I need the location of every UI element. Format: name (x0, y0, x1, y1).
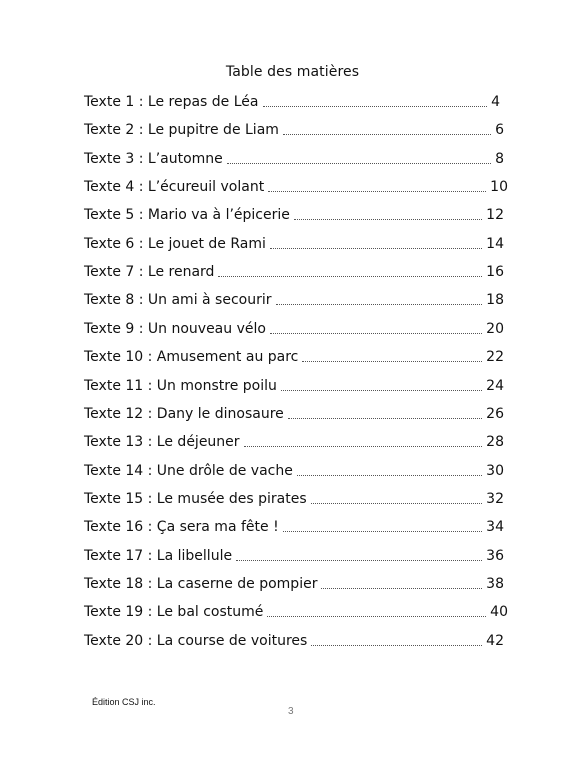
toc-dot-leader (270, 248, 482, 249)
toc-dot-leader (236, 560, 482, 561)
toc-entry (84, 177, 508, 197)
toc-entry (84, 404, 504, 424)
toc-entry-label: Texte 4 : L’écureuil volant (84, 179, 265, 196)
toc-dot-leader (283, 134, 491, 135)
toc-entry-page: 20 (486, 320, 504, 337)
toc-entry-label: Texte 14 : Une drôle de vache (84, 462, 293, 479)
toc-dot-leader (311, 503, 483, 504)
toc-entry-page: 18 (486, 292, 504, 309)
toc-entry (84, 205, 504, 225)
page-title: Table des matières (225, 64, 360, 80)
toc-entry-page: 42 (486, 632, 504, 649)
toc-entry-label: Texte 17 : La libellule (84, 547, 233, 564)
toc-entry (84, 376, 504, 396)
toc-entry-page: 38 (486, 575, 504, 592)
toc-entry-page: 22 (486, 349, 504, 366)
toc-entry-label: Texte 15 : Le musée des pirates (84, 490, 307, 507)
toc-entry-label: Texte 7 : Le renard (84, 264, 215, 281)
toc-entry-page: 34 (486, 519, 504, 536)
toc-entry (84, 602, 508, 622)
toc-entry (84, 347, 504, 367)
toc-entry (84, 262, 504, 282)
toc-entry-page: 32 (486, 490, 504, 507)
toc-entry-page: 30 (486, 462, 504, 479)
toc-entry-label: Texte 1 : Le repas de Léa (84, 94, 259, 110)
toc-entry-page: 28 (486, 434, 504, 451)
toc-entry (84, 574, 504, 594)
toc-dot-leader (294, 219, 482, 220)
toc-entry-label: Texte 5 : Mario va à l’épicerie (84, 207, 290, 224)
toc-entry-label: Texte 9 : Un nouveau vélo (84, 320, 266, 337)
publisher-footer: Édition CSJ inc. (92, 697, 156, 707)
toc-entry-page: 8 (495, 150, 504, 167)
toc-entry-page: 40 (490, 604, 508, 621)
toc-entry (84, 631, 504, 651)
toc-dot-leader (288, 418, 482, 419)
toc-entry-label: Texte 20 : La course de voitures (84, 632, 308, 649)
toc-entry (84, 546, 504, 566)
toc-entry-label: Texte 6 : Le jouet de Rami (84, 235, 266, 252)
toc-entry (84, 461, 504, 481)
toc-entry-page: 14 (486, 235, 504, 252)
toc-dot-leader (268, 191, 486, 192)
toc-entry (84, 234, 504, 254)
toc-dot-leader (321, 588, 482, 589)
toc-entry-page: 10 (490, 179, 508, 196)
toc-dot-leader (244, 446, 483, 447)
toc-entry-page: 36 (486, 547, 504, 564)
toc-entry-label: Texte 2 : Le pupitre de Liam (84, 122, 279, 139)
toc-entry-label: Texte 3 : L’automne (84, 150, 223, 167)
toc-dot-leader (270, 333, 482, 334)
toc-entry-label: Texte 12 : Dany le dinosaure (84, 405, 284, 422)
toc-entry (84, 489, 504, 509)
toc-entry-label: Texte 19 : Le bal costumé (84, 604, 264, 621)
toc-entry-label: Texte 13 : Le déjeuner (84, 434, 240, 451)
toc-entry-label: Texte 11 : Un monstre poilu (84, 377, 277, 394)
toc-entry-label: Texte 18 : La caserne de pompier (84, 575, 318, 592)
toc-entry (84, 432, 504, 452)
toc-entry (84, 290, 504, 310)
toc-dot-leader (311, 645, 482, 646)
toc-dot-leader (227, 163, 491, 164)
toc-entry-page: 26 (486, 405, 504, 422)
toc-dot-leader (302, 361, 482, 362)
toc-dot-leader (283, 531, 482, 532)
toc-dot-leader (218, 276, 482, 277)
toc-entry-page: 4 (491, 94, 500, 110)
toc-entry (84, 319, 504, 339)
toc-entry-label: Texte 10 : Amusement au parc (84, 349, 299, 366)
toc-entry (84, 92, 500, 112)
toc-dot-leader (263, 106, 488, 107)
toc-dot-leader (297, 475, 482, 476)
page-number: 3 (288, 706, 294, 717)
toc-entry (84, 149, 504, 169)
toc-dot-leader (267, 616, 486, 617)
toc-entry-page: 6 (495, 122, 504, 139)
toc-dot-leader (276, 304, 483, 305)
toc-dot-leader (281, 390, 482, 391)
toc-entry-label: Texte 16 : Ça sera ma fête ! (84, 519, 279, 536)
toc-entry-page: 16 (486, 264, 504, 281)
toc-entry-page: 12 (486, 207, 504, 224)
toc-entry-label: Texte 8 : Un ami à secourir (84, 292, 272, 309)
toc-entry (84, 120, 504, 140)
toc-entry-page: 24 (486, 377, 504, 394)
toc-entry (84, 517, 504, 537)
